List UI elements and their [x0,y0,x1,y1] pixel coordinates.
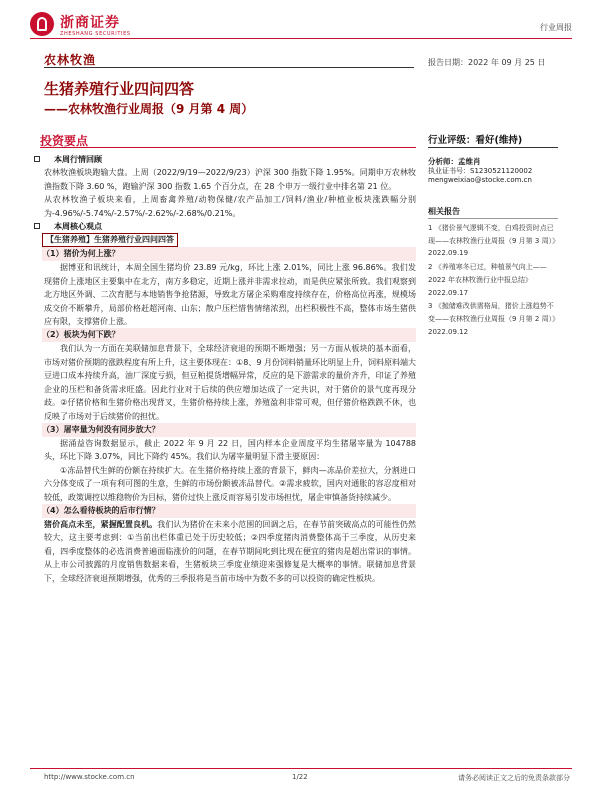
square-bullet-icon [34,156,40,162]
related-divider [428,218,558,219]
logo-name: 浙商证券 [60,15,120,31]
related-reports-heading: 相关报告 [428,207,460,216]
company-logo [30,12,170,40]
paragraph: 我们认为一方面在美联储加息背景下，全球经济衰退的预期不断增强；另一方面从板块的基本面看，市场对猪价预期的涨跌程度有所上升，这主要体现在：①8、9 月份饲料销量环比明显上升，饲料原料端大豆进口成本持续升高，油厂深度亏损，但豆粕提货增幅异常，反应的是下游需求的量价齐升，印证了养殖企业的压栏和备货需求旺盛。因此行业对于后续的供应增加达成了一定共识，对于猪价的景气度再现分歧。②仔猪价格和生猪价格出现背叉，生猪价格持续上涨，养殖盈利非常可观，但仔猪价格跌跌不休，也反映了市场对于后续猪价的担忧。 [44,344,416,421]
paragraph: 从农林牧渔子板块来看，上周畜禽养殖/动物保健/农产品加工/饲料/渔业/种植业板块涨跌幅分别为-4.96%/-5.74%/-2.57%/-2.62%/-2.68%/0.21%。 [44,195,416,218]
section-heading-views [36,220,416,233]
question-heading: （4）怎么看待板块的后市行情？ [42,504,416,518]
square-bullet-icon [34,223,40,229]
section-heading-text: 本周核心观点 [54,222,102,232]
related-report-item[interactable] [428,222,560,260]
paragraph: ①冻品替代生鲜的份额在持续扩大。在生猪价格持续上涨的背景下，鲜肉—冻品价差拉大，分割进口六分体变成了一项有利可图的生意，生鲜的市场份额被冻品替代。②需求疲软，国内对通胀的容忍度相对较低，政策调控以维稳物价为目标，猪价过快上涨反而容易引发市场担忧，屠企审慎备货持续减少。 [44,465,416,502]
related-report-title: 《养殖寒冬已过，种植景气向上——2022 年农林牧渔行业中报总结》 [428,263,547,284]
industry-rating: 行业评级：看好(维持) [428,135,523,146]
key-points-heading: 投资要点 [40,134,89,148]
related-report-date: 2022.09.19 [428,249,469,258]
key-points-divider [40,147,416,148]
paragraph: 农林牧渔板块跑输大盘。上周（2022/9/19—2022/9/23）沪深 300 指数下降 1.95%。同期申万农林牧渔指数下降 3.60 %，跑输沪深 300 指数 1.65 个百分点，在 28 个申万一级行业中排名第 21 位。 [44,168,416,191]
related-report-number: 1 [428,224,433,232]
related-report-date: 2022.09.17 [428,288,469,297]
paragraph [44,518,416,585]
report-type: 行业周报 [540,23,572,32]
related-report-title: 《猪价景气逻辑不变，白鸡投资时点已现——农林牧渔行业周报（9 月第 3 周）》 [428,224,560,245]
key-points-body [44,153,416,585]
report-date: 报告日期：2022 年 09 月 25 日 [428,58,546,67]
section-heading-review [36,153,416,166]
sector-label: 农林牧渔 [44,53,97,67]
footer-divider [30,768,572,769]
sector-divider [44,67,414,68]
question-heading: （2）板块为何下跌？ [42,328,416,342]
question-heading: （3）屠宰量为何没有同步放大？ [42,423,416,437]
page-number: 1/22 [292,773,308,781]
footer-disclaimer: 请务必阅读正文之后的免责条款部分 [458,774,570,782]
related-report-item[interactable] [428,261,560,299]
topic-box-label: 【生猪养殖】生猪养殖行业四问四答 [42,233,178,247]
logo-mark-icon [30,12,54,36]
analyst-email[interactable]: mengweixiao@stocke.com.cn [428,176,532,184]
paragraph-body: 我们认为猪价在未来小范围的回调之后，在春节前突破高点的可能性仍然较大，这主要考虑到：①当前出栏体重已处于历史较低；②四季度猪肉消费整体高于三季度，从历史来看，四季度整体的必选消费普遍面临涨价的问题，在春节期间叱到比现在便宜的猪肉是超出常识的事情。从上市公司披露的月度销售数据来看，生猪板块三季度业绩迎来强修复是大概率的事情。联储加息背景下，全球经济衰退预期增强，优秀的三季报将是当前市场中为数不多的可以投资的确定性板块。 [44,519,417,583]
analyst-certificate: 执业证书号：S1230521120002 [428,167,533,175]
section-heading-text: 本周行情回顾 [54,155,102,164]
related-report-date: 2022.09.12 [428,327,469,336]
header-divider [30,38,572,39]
related-report-title: 《抛储难改供需格局，猪价上涨趋势不变——农林牧渔行业周报（9 月第 2 周）》 [428,302,560,323]
logo-name-en: ZHESHANG SECURITIES [60,31,131,37]
related-reports-list [428,222,560,339]
related-report-number: 2 [428,263,433,272]
rating-divider [428,147,558,148]
question-heading: （1）猪价为何上涨？ [42,247,416,261]
analyst-name: 分析师：孟维肖 [428,157,481,166]
related-report-item[interactable] [428,300,560,338]
page-subtitle: ——农林牧渔行业周报（9 月第 4 周） [44,102,254,116]
footer-url[interactable]: http://www.stocke.com.cn [44,773,135,781]
bold-lead: 猪价高点未至，紧握配置良机。 [44,519,158,529]
paragraph: 据涌益咨询数据显示，截止 2022 年 9 月 22 日，国内样本企业周度平均生猪屠宰量为 104788 头，环比下降 3.07%，同比下降约 45%。我们认为屠宰量明显下滑主要原因： [44,438,416,462]
related-report-number: 3 [428,302,433,311]
page-title: 生猪养殖行业四问四答 [44,80,195,98]
paragraph: 据博亚和讯统计，本周全国生猪均价 23.89 元/kg，环比上涨 2.01%，同比上涨 96.86%。我们发现猪价上涨地区主要集中在北方，南方多稳定，近期上涨并非需求拉动，而是供应紧张所致。我们观察到北方地区外调、二次育肥与本地销售争抢猪源，导致北方屠企采购难度持续存在，价格高位再涨，规模场成交价不断攀升，局部价格赶超河南、山东；散户压栏惜售情绪浓烈，出栏积极性不高，整体市场生猪供应有限，支撑猪价上涨。 [44,263,416,327]
